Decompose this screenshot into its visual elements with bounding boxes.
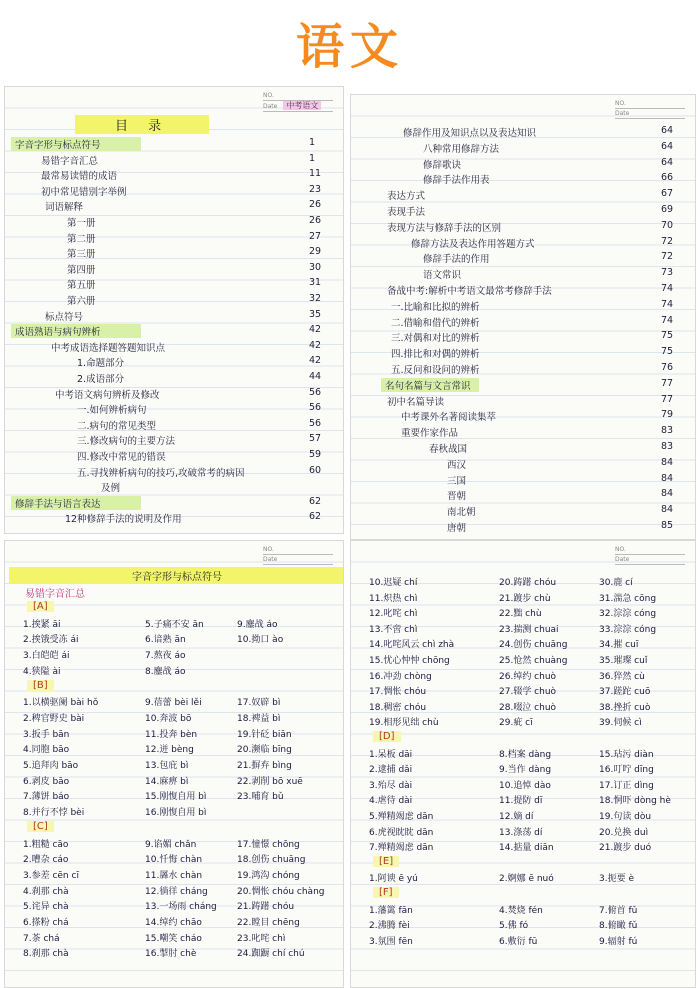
- toc-entry-title: 语文常识: [423, 270, 462, 282]
- pinyin-entry: 8.档案 dàng: [499, 749, 552, 760]
- toc-page-number: 26: [309, 199, 322, 211]
- toc-entry-title: 第一册: [67, 218, 96, 229]
- subject-badge: 中考语文: [283, 101, 321, 110]
- toc-entry-title: 2.成语部分: [77, 374, 125, 385]
- toc-entry-title: 二.病句的常见类型: [77, 420, 157, 432]
- pinyin-entry: 26.绰约 chuò: [499, 671, 557, 682]
- pinyin-entry: 28.啜泣 chuò: [499, 702, 557, 713]
- toc-page-number: 31: [309, 277, 322, 289]
- toc-entry-title: 表达方式: [387, 191, 426, 203]
- pinyin-entry: 1.藩篱 fān: [369, 905, 413, 916]
- toc-page-number: 84: [661, 504, 674, 516]
- pinyin-entry: 19.针砭 biān: [237, 729, 292, 740]
- pinyin-entry: 7.茶 chá: [23, 933, 60, 944]
- toc-page-number: 85: [661, 520, 674, 531]
- pinyin-entry: 5.子痛不安 ān: [145, 619, 204, 630]
- pinyin-entry: 17.订正 dìng: [599, 780, 654, 791]
- pinyin-entry: 18.恫吓 dòng hè: [599, 796, 671, 807]
- notebook-page-pinyin-2: [350, 540, 696, 988]
- toc-page-number: 73: [661, 267, 674, 279]
- pinyin-entry: 10.奔波 bō: [145, 713, 192, 724]
- pinyin-entry: 1.以横驱阑 bài hǒ: [23, 698, 99, 709]
- pinyin-entry: 5.殚精竭虑 dān: [369, 812, 434, 822]
- toc-entry-title: 唐朝: [447, 523, 467, 534]
- pinyin-entry: 17.憧憬 chōng: [237, 839, 300, 850]
- toc-page-number: 83: [661, 425, 674, 437]
- pinyin-entry: 2.婀娜 ē nuó: [499, 874, 554, 885]
- pinyin-entry: 10.迟疑 chí: [369, 578, 418, 588]
- pinyin-entry: 37.蹉跎 cuō: [599, 687, 651, 698]
- toc-entry-title: 备战中考:解析中考语文最常考修辞手法: [387, 286, 552, 297]
- pinyin-entry: 1.阿谀 ē yú: [369, 874, 418, 885]
- pinyin-entry: 16.掣肘 chè: [145, 949, 197, 960]
- toc-entry-title: 成语熟语与病句辨析: [11, 324, 141, 338]
- pinyin-entry: 30.鹿 cí: [599, 578, 633, 588]
- pinyin-entry: 6.谙熟 ān: [145, 635, 186, 646]
- no-label: NO.: [263, 545, 333, 555]
- pinyin-entry: 9.当作 dàng: [499, 765, 552, 776]
- toc-page-number: 84: [661, 488, 674, 500]
- pinyin-entry: 12.迸 bèng: [145, 745, 194, 756]
- pinyin-entry: 22.黜 chù: [499, 609, 542, 620]
- no-date-header: [263, 91, 333, 112]
- toc-entry-title: 修辞方法及表达作用答题方式: [411, 238, 535, 250]
- toc-page-number: 23: [309, 183, 322, 195]
- toc-page-number: 30: [309, 261, 322, 273]
- toc-page-number: 56: [309, 417, 322, 429]
- pinyin-entry: 9.鏖战 áo: [237, 619, 278, 630]
- toc-page-number: 74: [661, 314, 674, 326]
- toc-entry-title: 五.寻找辨析病句的技巧,攻破常考的病因: [77, 467, 245, 479]
- notebook-page-toc-2: [350, 94, 696, 540]
- toc-page-number: 74: [661, 283, 674, 294]
- pinyin-entry: 20.踌躇 chóu: [499, 578, 557, 588]
- toc-page-number: 60: [309, 464, 322, 476]
- pinyin-entry: 24.踟蹰 chí chú: [237, 949, 305, 960]
- toc-entry-title: 第六册: [67, 296, 96, 307]
- pinyin-entry: 16.冲劲 chòng: [369, 671, 432, 682]
- pinyin-entry: 2.逮捕 dǎi: [369, 765, 413, 776]
- pinyin-entry: 20.濒临 bīng: [237, 745, 292, 756]
- date-label: Date 中考语文: [263, 101, 333, 112]
- no-label: NO.: [263, 91, 333, 101]
- pinyin-entry: 39.伺候 cì: [599, 718, 642, 729]
- toc-entry-title: 一.如何辨析病句: [77, 405, 147, 417]
- toc-entry-title: 重要作家作品: [401, 428, 459, 440]
- date-label: Date: [615, 555, 685, 565]
- pinyin-entry: 11.羼水 chàn: [145, 870, 203, 881]
- toc-entry-title: 最常易读错的成语: [41, 171, 118, 183]
- pinyin-entry: 6.敷衍 fū: [499, 936, 538, 947]
- pinyin-entry: 14.掂量 diān: [499, 843, 554, 854]
- toc-entry-title: 第三册: [67, 249, 96, 261]
- pinyin-entry: 9.蓓蕾 bèi lěi: [145, 698, 202, 709]
- no-date-header: [615, 99, 685, 119]
- toc-page-number: 75: [661, 330, 674, 342]
- toc-page-number: 77: [661, 393, 674, 405]
- toc-page-number: 56: [309, 402, 322, 414]
- pinyin-entry: 23.揣测 chuai: [499, 624, 559, 635]
- toc-entry-title: 南北朝: [447, 507, 476, 519]
- pinyin-entry: 3.参差 cēn cī: [23, 870, 79, 881]
- pinyin-entry: 22.剥削 bō xuē: [237, 776, 303, 787]
- pinyin-entry: 4.虐待 dài: [369, 796, 413, 807]
- toc-page-number: 42: [309, 339, 322, 351]
- pinyin-entry: 21.摒弃 bìng: [237, 761, 292, 771]
- pinyin-entry: 14.绰约 chāo: [145, 918, 202, 928]
- pinyin-entry: 9.谄媚 chǎn: [145, 839, 197, 850]
- no-label: NO.: [615, 99, 685, 109]
- toc-page-number: 84: [661, 472, 674, 484]
- pinyin-entry: 4.焚烧 fén: [499, 905, 543, 916]
- section-letter: [B]: [27, 680, 54, 691]
- pinyin-entry: 8.鏖战 áo: [145, 666, 186, 677]
- pinyin-entry: 14.麻痹 bì: [145, 776, 189, 787]
- pinyin-entry: 23.哺育 bǔ: [237, 792, 284, 803]
- toc-entry-title: 修辞手法的作用: [423, 254, 490, 266]
- pinyin-entry: 5.追拜肉 bāo: [23, 761, 79, 771]
- pinyin-entry: 18.创伤 chuāng: [237, 855, 306, 866]
- pinyin-entry: 11.投奔 bèn: [145, 729, 198, 740]
- toc-entry-title: 五.反问和设问的辨析: [391, 365, 480, 376]
- pinyin-entry: 3.白皑皑 ái: [23, 651, 70, 662]
- toc-page-number: 79: [661, 409, 674, 421]
- toc-entry-title: 名句名篇与文言常识: [381, 378, 479, 392]
- toc-entry-title: 四.修改中常见的错误: [77, 452, 166, 463]
- pinyin-entry: 6.搽粉 chá: [23, 918, 69, 928]
- pinyin-entry: 34.摧 cuī: [599, 640, 639, 651]
- toc-entry-title: 表现手法: [387, 207, 426, 218]
- toc-entry-title: 初中常见错别字举例: [41, 186, 127, 198]
- notebook-page-pinyin-1: [4, 540, 344, 988]
- pinyin-entry: 3.殆尽 dài: [369, 780, 413, 791]
- toc-entry-title: 词语解释: [45, 202, 84, 214]
- pinyin-entry: 24.创伤 chuāng: [499, 640, 568, 651]
- pinyin-entry: 32.淙淙 cóng: [599, 609, 657, 620]
- pinyin-entry: 19.句读 dòu: [599, 812, 652, 822]
- pinyin-entry: 9.辐射 fú: [599, 936, 638, 947]
- pinyin-entry: 12.徜徉 cháng: [145, 886, 208, 897]
- pinyin-entry: 8.刹那 chà: [23, 949, 69, 960]
- toc-entry-title: 四.排比和对偶的辨析: [391, 349, 480, 361]
- toc-page-number: 64: [661, 125, 674, 136]
- toc-page-number: 11: [309, 168, 322, 180]
- toc-entry-title: 中考语文病句辨析及修改: [55, 389, 160, 401]
- page-heading: 语文: [295, 19, 404, 75]
- pinyin-entry: 15.忧心忡忡 chōng: [369, 656, 450, 666]
- toc-page-number: 83: [661, 441, 674, 452]
- pinyin-entry: 13.涤荡 dí: [499, 827, 543, 838]
- pinyin-entry: 21.踱步 chù: [499, 593, 551, 604]
- toc-page-number: 35: [309, 308, 322, 320]
- toc-entry-title: 表现方法与修辞手法的区别: [387, 222, 502, 234]
- toc-page-number: 27: [309, 230, 322, 242]
- section-letter: [A]: [27, 601, 54, 612]
- pinyin-entry: 2.沸腾 fèi: [369, 921, 410, 932]
- toc-row: [5, 507, 343, 527]
- pinyin-entry: 13.一场雨 cháng: [145, 902, 217, 913]
- pinyin-entry: 4.同胞 bāo: [23, 745, 70, 756]
- no-label: NO.: [615, 545, 685, 555]
- pinyin-entry: 3.扳手 bān: [23, 729, 70, 740]
- toc-page-number: 29: [309, 246, 322, 258]
- toc-entry-title: 修辞手法与语言表达: [11, 496, 141, 510]
- pinyin-entry: 19.相形见绌 chù: [369, 718, 439, 729]
- date-label: Date: [615, 109, 685, 119]
- pinyin-entry: 17.奴辟 bì: [237, 698, 281, 709]
- toc-entry-title: 西汉: [447, 459, 467, 471]
- pinyin-entry: 14.叱咤风云 chì zhà: [369, 640, 455, 651]
- pinyin-entry: 4.刹那 chà: [23, 886, 69, 897]
- pinyin-entry: 22.瞠目 chēng: [237, 918, 300, 928]
- pinyin-entry: 1.粗糙 cāo: [23, 839, 69, 850]
- toc-page-number: 62: [309, 495, 322, 507]
- toc-entry-title: 及例: [101, 483, 121, 495]
- pinyin-entry: 2.挨饿受冻 ái: [23, 635, 79, 646]
- pinyin-entry: 15.玷污 diàn: [599, 749, 654, 760]
- pinyin-entry: 27.辍学 chuò: [499, 687, 557, 698]
- toc-page-number: 59: [309, 449, 322, 460]
- pinyin-entry: 38.挫折 cuò: [599, 702, 651, 713]
- toc-page-number: 56: [309, 386, 322, 398]
- pinyin-entry: 15.嘲笑 cháo: [145, 933, 202, 944]
- pinyin-entry: 4.狭隘 ài: [23, 666, 61, 677]
- notebook-page-toc-1: [4, 86, 344, 534]
- pinyin-entry: 33.淙淙 cóng: [599, 624, 657, 635]
- section-letter: [F]: [373, 887, 399, 898]
- toc-page-number: 32: [309, 293, 322, 304]
- toc-entry-title: 12种修辞手法的说明及作用: [65, 514, 182, 526]
- toc-page-number: 66: [661, 172, 674, 184]
- pinyin-entry: 35.璀璨 cuǐ: [599, 656, 648, 666]
- toc-page-number: 1: [309, 152, 316, 164]
- toc-page-number: 84: [661, 456, 674, 468]
- toc-entry-title: 修辞歌诀: [423, 159, 462, 171]
- toc-entry-title: 第四册: [67, 264, 96, 276]
- toc-page-number: 62: [309, 511, 322, 523]
- pinyin-entry: 21.踱步 duó: [599, 843, 652, 854]
- pinyin-entry: 5.佛 fó: [499, 921, 529, 932]
- section-letter: [D]: [373, 731, 401, 742]
- toc-page-number: 26: [309, 215, 322, 226]
- toc-entry-title: 三国: [447, 475, 467, 487]
- pinyin-entry: 6.虎视眈眈 dān: [369, 827, 434, 838]
- pinyin-entry: 2.稗官野史 bài: [23, 713, 85, 724]
- pinyin-entry: 12.嫡 dí: [499, 812, 534, 822]
- subsection-title: 易错字音汇总: [25, 589, 85, 600]
- pinyin-entry: 3.氛围 fēn: [369, 936, 413, 947]
- no-date-header: [263, 545, 333, 565]
- pinyin-entry: 8.俯瞰 fǔ: [599, 921, 638, 932]
- pinyin-entry: 21.踌躇 chóu: [237, 902, 295, 913]
- toc-entry-title: 三.对偶和对比的辨析: [391, 333, 480, 345]
- pinyin-entry: 20.惆怅 chóu chàng: [237, 886, 325, 897]
- pinyin-entry: 10.追悼 dào: [499, 780, 551, 791]
- pinyin-entry: 23.叱咤 chì: [237, 933, 286, 944]
- toc-entry-title: 初中名篇导读: [387, 396, 445, 408]
- pinyin-entry: 10.拗口 ào: [237, 635, 284, 646]
- pinyin-entry: 6.剥皮 bāo: [23, 776, 70, 787]
- toc-page-number: 74: [661, 298, 674, 310]
- pinyin-entry: 3.扼要 è: [599, 874, 634, 885]
- toc-page-number: 77: [661, 377, 674, 389]
- toc-entry-title: 中考课外名著阅读集萃: [401, 412, 497, 424]
- toc-entry-title: 八种常用修辞方法: [423, 143, 500, 155]
- toc-entry-title: 晋朝: [447, 491, 467, 503]
- pinyin-entry: 7.俯首 fǔ: [599, 905, 638, 916]
- pinyin-entry: 11.炽热 chì: [369, 593, 418, 604]
- toc-row: [351, 516, 695, 536]
- no-date-header: [615, 545, 685, 565]
- toc-title: 目 录: [75, 115, 209, 134]
- pinyin-entry: 16.刚愎自用 bì: [145, 808, 207, 819]
- pinyin-entry: 10.忏悔 chàn: [145, 855, 203, 866]
- pinyin-entry: 25.怆然 chuàng: [499, 656, 568, 666]
- toc-page-number: 1: [309, 137, 316, 148]
- toc-entry-title: 修辞手法作用表: [423, 175, 490, 187]
- toc-entry-title: 1.命题部分: [77, 358, 125, 370]
- pinyin-entry: 8.并行不悖 bèi: [23, 808, 85, 819]
- pinyin-entry: 20.兑换 duì: [599, 827, 649, 838]
- pinyin-entry: 1.呆板 dāi: [369, 749, 413, 760]
- toc-entry-title: 字音字形与标点符号: [11, 137, 141, 151]
- toc-page-number: 42: [309, 355, 322, 367]
- toc-entry-title: 易错字音汇总: [41, 155, 99, 167]
- pinyin-entry: 31.湍急 cōng: [599, 593, 657, 604]
- toc-page-number: 57: [309, 433, 322, 445]
- toc-page-number: 64: [661, 140, 674, 152]
- toc-page-number: 76: [661, 362, 674, 373]
- toc-entry-title: 第二册: [67, 233, 96, 245]
- toc-page-number: 69: [661, 204, 674, 215]
- pinyin-entry: 5.诧异 chà: [23, 902, 69, 913]
- section-letter: [C]: [27, 821, 54, 832]
- pinyin-entry: 18.稠密 chóu: [369, 702, 427, 713]
- pinyin-entry: 13.不啻 chì: [369, 624, 418, 635]
- date-label: Date: [263, 555, 333, 565]
- toc-entry-title: 二.借喻和借代的辨析: [391, 317, 480, 329]
- pinyin-entry: 36.猝然 cù: [599, 671, 645, 682]
- toc-page-number: 67: [661, 188, 674, 200]
- toc-entry-title: 第五册: [67, 280, 96, 292]
- toc-page-number: 64: [661, 156, 674, 168]
- toc-entry-title: 春秋战国: [429, 444, 468, 455]
- toc-page-number: 42: [309, 324, 322, 336]
- toc-page-number: 75: [661, 346, 674, 358]
- pinyin-entry: 16.叮咛 dīng: [599, 765, 654, 776]
- pinyin-entry: 1.挨紧 āi: [23, 619, 61, 630]
- pinyin-entry: 12.叱咤 chì: [369, 609, 418, 620]
- toc-entry-title: 中考成语选择题答题知识点: [51, 342, 166, 354]
- pinyin-entry: 15.刚愎自用 bì: [145, 792, 207, 803]
- toc-entry-title: 三.修改病句的主要方法: [77, 436, 176, 448]
- toc-page-number: 70: [661, 219, 674, 231]
- pinyin-entry: 19.鸿沟 chóng: [237, 870, 300, 881]
- pinyin-entry: 13.包庇 bì: [145, 761, 189, 771]
- pinyin-entry: 7.熬夜 áo: [145, 651, 186, 662]
- section-letter: [E]: [373, 856, 399, 867]
- toc-entry-title: 修辞作用及知识点以及表达知识: [403, 128, 537, 139]
- pinyin-entry: 7.薄饼 báo: [23, 792, 70, 803]
- pinyin-entry: 29.疵 cī: [499, 718, 533, 729]
- pinyin-entry: 7.殚精竭虑 dān: [369, 843, 434, 854]
- toc-entry-title: 一.比喻和比拟的辨析: [391, 301, 480, 313]
- pinyin-entry: 18.裨益 bì: [237, 713, 281, 724]
- page-section-title: 字音字形与标点符号: [9, 567, 344, 584]
- toc-page-number: 72: [661, 235, 674, 247]
- pinyin-entry: 2.嘈杂 cáo: [23, 855, 69, 866]
- pinyin-entry: 11.提防 dī: [499, 796, 543, 807]
- toc-entry-title: 标点符号: [45, 311, 84, 323]
- pinyin-entry: 17.惆怅 chóu: [369, 687, 427, 698]
- toc-page-number: 72: [661, 251, 674, 263]
- toc-page-number: 44: [309, 371, 322, 382]
